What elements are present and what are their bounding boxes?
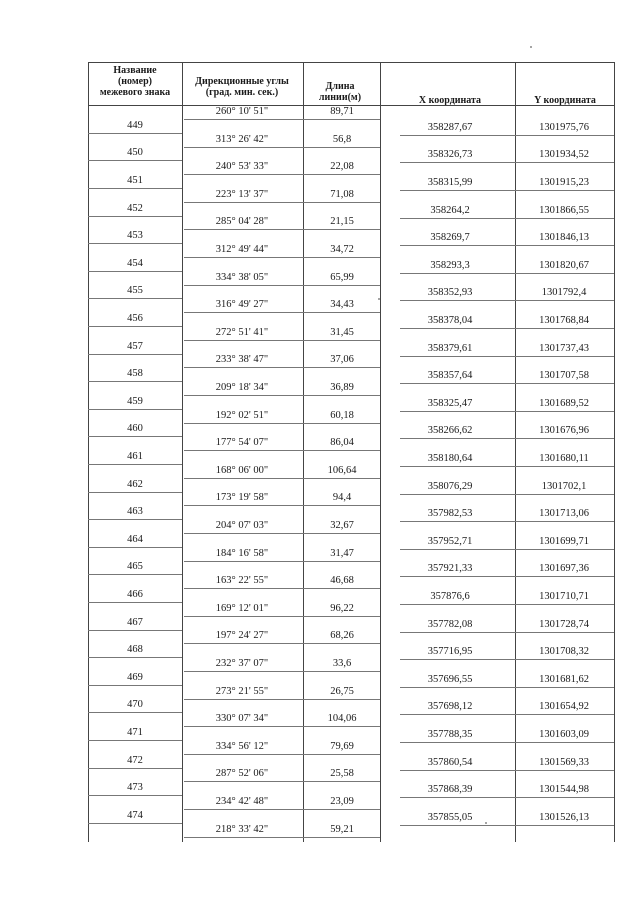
segment-angle: 273° 21' 55" [215, 685, 269, 697]
coordinate-underline [400, 356, 614, 357]
segment-length: 79,69 [330, 740, 354, 752]
row-separator [88, 768, 182, 769]
point-x-coordinate: 357716,95 [427, 646, 473, 658]
table-top-border [88, 62, 614, 63]
segment-angle: 173° 19' 58" [215, 492, 269, 504]
segment-angle: 312° 49' 44" [215, 244, 269, 255]
point-name: 451 [127, 175, 143, 186]
coordinate-underline [400, 549, 614, 550]
header-dir-line1: Дирекционные углы [195, 76, 289, 87]
segment-length: 60,18 [330, 409, 354, 421]
point-x-coordinate: 358264,2 [430, 204, 470, 216]
point-name: 449 [127, 119, 143, 131]
segment-angle: 232° 37' 07" [215, 658, 269, 669]
row-separator [88, 574, 182, 575]
segment-length: 65,99 [330, 271, 354, 283]
point-y-coordinate: 1301702,1 [541, 480, 587, 492]
coordinate-underline [400, 438, 614, 439]
segment-underline [184, 285, 380, 286]
segment-length: 21,15 [330, 216, 354, 228]
row-separator [88, 133, 182, 134]
header-len-line1: Длина [325, 81, 355, 92]
row-separator [88, 740, 182, 741]
row-separator [88, 464, 182, 465]
point-y-coordinate: 1301676,96 [539, 425, 589, 437]
coordinate-underline [400, 411, 614, 412]
point-y-coordinate: 1301820,67 [539, 259, 589, 271]
point-x-coordinate: 358325,47 [427, 397, 473, 409]
row-separator [88, 436, 182, 437]
segment-underline [184, 478, 380, 479]
point-y-coordinate: 1301915,23 [539, 177, 589, 188]
point-x-coordinate: 357868,39 [427, 784, 473, 796]
point-y-coordinate: 1301707,58 [539, 370, 589, 382]
point-x-coordinate: 358315,99 [427, 177, 473, 188]
point-x-coordinate: 357952,71 [427, 535, 473, 547]
segment-length: 26,75 [330, 685, 354, 697]
point-name: 468 [127, 644, 143, 656]
point-x-coordinate: 358326,73 [427, 149, 473, 161]
segment-angle: 260° 10' 51" [215, 106, 269, 117]
point-name: 463 [127, 506, 143, 518]
point-x-coordinate: 358180,64 [427, 453, 473, 464]
coordinate-underline [400, 521, 614, 522]
point-y-coordinate: 1301603,09 [539, 729, 589, 740]
segment-length: 106,64 [327, 464, 357, 476]
row-separator [88, 381, 182, 382]
header-dir-line2: (град. мин. сек.) [205, 87, 279, 98]
point-x-coordinate: 357921,33 [427, 563, 473, 575]
row-separator [88, 602, 182, 603]
point-y-coordinate: 1301934,52 [539, 149, 589, 161]
segment-angle: 313° 26' 42" [215, 133, 269, 145]
header-len-line2: линии(м) [318, 92, 362, 103]
segment-angle: 169° 12' 01" [215, 602, 269, 614]
row-separator [88, 795, 182, 796]
coordinate-underline [400, 742, 614, 743]
segment-length: 104,06 [327, 713, 357, 725]
segment-angle: 209° 18' 34" [215, 382, 269, 393]
point-x-coordinate: 357782,08 [427, 618, 473, 630]
segment-angle: 184° 16' 58" [215, 547, 269, 559]
row-separator [88, 547, 182, 548]
segment-length: 71,08 [330, 188, 354, 200]
segment-length: 37,06 [330, 354, 354, 366]
header-name-line1: Название [113, 65, 157, 76]
point-name: 460 [127, 423, 143, 435]
segment-length: 68,26 [330, 630, 354, 642]
segment-angle: 177° 54' 07" [215, 437, 269, 449]
coordinate-underline [400, 825, 614, 826]
row-separator [88, 409, 182, 410]
segment-underline [184, 395, 380, 396]
header-boundary-mark-name [88, 65, 182, 98]
segment-angle: 223° 13' 37" [215, 188, 269, 200]
segment-length: 31,47 [330, 547, 354, 559]
segment-angle: 316° 49' 27" [215, 299, 269, 311]
row-separator [88, 685, 182, 686]
segment-underline [184, 616, 380, 617]
point-name: 472 [127, 754, 143, 766]
header-y-coordinate: Y координата [534, 95, 596, 106]
segment-length: 59,21 [330, 823, 354, 835]
point-x-coordinate: 358378,04 [427, 315, 473, 326]
point-y-coordinate: 1301846,13 [539, 232, 589, 244]
segment-angle: 168° 06' 00" [215, 464, 269, 476]
segment-angle: 197° 24' 27" [215, 630, 269, 642]
segment-underline [184, 533, 380, 534]
segment-underline [184, 699, 380, 700]
coordinate-underline [400, 218, 614, 219]
point-x-coordinate: 358293,3 [430, 259, 470, 271]
segment-length: 46,68 [330, 575, 354, 587]
segment-underline [184, 367, 380, 368]
point-y-coordinate: 1301697,36 [539, 563, 589, 575]
point-y-coordinate: 1301699,71 [539, 535, 589, 547]
point-name: 469 [127, 671, 143, 683]
segment-angle: 285° 04' 28" [215, 216, 269, 228]
coordinate-underline [400, 632, 614, 633]
row-separator [88, 298, 182, 299]
segment-angle: 163° 22' 55" [215, 575, 269, 587]
point-x-coordinate: 358357,64 [427, 370, 473, 382]
row-separator [88, 216, 182, 217]
point-name: 459 [127, 395, 143, 407]
segment-underline [184, 505, 380, 506]
point-name: 473 [127, 782, 143, 794]
point-y-coordinate: 1301713,06 [539, 508, 589, 520]
point-y-coordinate: 1301708,32 [539, 646, 589, 658]
segment-underline [184, 257, 380, 258]
header-name-line2: (номер) [117, 76, 153, 87]
point-name: 458 [127, 368, 143, 380]
point-x-coordinate: 358076,29 [427, 480, 473, 492]
point-x-coordinate: 357855,05 [427, 811, 473, 823]
segment-length: 36,89 [330, 382, 354, 393]
scan-speck [530, 46, 532, 48]
point-x-coordinate: 357876,6 [430, 591, 470, 602]
coordinate-underline [400, 135, 614, 136]
segment-underline [184, 809, 380, 810]
col-divider-dir-len [303, 62, 304, 842]
segment-angle: 234° 42' 48" [215, 796, 269, 807]
row-separator [88, 823, 182, 824]
point-name: 474 [127, 809, 143, 821]
segment-length: 25,58 [330, 768, 354, 780]
scan-speck [378, 298, 380, 300]
point-name: 471 [127, 727, 143, 738]
header-x-coordinate: X координата [418, 95, 482, 106]
coordinate-underline [400, 190, 614, 191]
point-x-coordinate: 357982,53 [427, 508, 473, 520]
segment-underline [184, 754, 380, 755]
segment-length: 34,43 [330, 299, 354, 311]
coordinate-underline [400, 576, 614, 577]
segment-angle: 330° 07' 34" [215, 713, 269, 725]
point-name: 464 [127, 533, 143, 545]
segment-underline [184, 588, 380, 589]
segment-length: 86,04 [330, 437, 354, 449]
segment-underline [184, 643, 380, 644]
header-name-line3: межевого знака [99, 87, 171, 98]
point-y-coordinate: 1301681,62 [539, 673, 589, 685]
coordinate-underline [400, 714, 614, 715]
point-name: 467 [127, 616, 143, 628]
point-name: 470 [127, 699, 143, 711]
segment-underline [184, 561, 380, 562]
segment-underline [184, 837, 380, 838]
coordinate-underline [400, 687, 614, 688]
segment-length: 32,67 [330, 520, 354, 531]
scan-speck [485, 822, 487, 824]
point-y-coordinate: 1301768,84 [539, 315, 589, 326]
segment-angle: 287° 52' 06" [215, 768, 269, 780]
segment-underline [184, 726, 380, 727]
row-separator [88, 188, 182, 189]
segment-length: 22,08 [330, 161, 354, 173]
coordinate-underline [400, 770, 614, 771]
point-name: 450 [127, 147, 143, 159]
point-name: 455 [127, 285, 143, 297]
point-x-coordinate: 358352,93 [427, 287, 473, 299]
segment-angle: 334° 56' 12" [215, 740, 269, 752]
segment-underline [184, 450, 380, 451]
segment-length: 31,45 [330, 326, 354, 338]
col-divider-name-dir [182, 62, 183, 842]
row-separator [88, 271, 182, 272]
point-y-coordinate: 1301866,55 [539, 204, 589, 216]
row-separator [88, 712, 182, 713]
point-name: 462 [127, 478, 143, 490]
row-separator [88, 519, 182, 520]
coordinate-underline [400, 659, 614, 660]
segment-angle: 218° 33' 42" [215, 823, 269, 835]
row-separator [88, 326, 182, 327]
point-y-coordinate: 1301975,76 [539, 121, 589, 133]
segment-length: 94,4 [332, 492, 352, 504]
row-separator [88, 657, 182, 658]
header-directional-angles [182, 76, 302, 98]
point-x-coordinate: 357698,12 [427, 701, 473, 713]
segment-length: 34,72 [330, 244, 354, 255]
point-y-coordinate: 1301792,4 [541, 287, 587, 299]
coordinate-underline [400, 328, 614, 329]
segment-underline [184, 229, 380, 230]
point-name: 456 [127, 313, 143, 324]
header-line-length [305, 81, 375, 103]
segment-underline [184, 671, 380, 672]
point-y-coordinate: 1301737,43 [539, 342, 589, 354]
point-y-coordinate: 1301689,52 [539, 397, 589, 409]
point-y-coordinate: 1301728,74 [539, 618, 589, 630]
row-separator [88, 630, 182, 631]
segment-underline [184, 147, 380, 148]
segment-angle: 334° 38' 05" [215, 271, 269, 283]
point-y-coordinate: 1301569,33 [539, 756, 589, 768]
coordinate-underline [400, 466, 614, 467]
segment-underline [184, 340, 380, 341]
point-x-coordinate: 358266,62 [427, 425, 473, 437]
segment-angle: 204° 07' 03" [215, 520, 269, 531]
segment-underline [184, 119, 380, 120]
point-y-coordinate: 1301654,92 [539, 701, 589, 713]
point-name: 454 [127, 257, 143, 269]
coordinate-underline [400, 273, 614, 274]
point-name: 452 [127, 202, 143, 214]
point-y-coordinate: 1301544,98 [539, 784, 589, 796]
point-name: 457 [127, 340, 143, 352]
point-y-coordinate: 1301680,11 [539, 453, 589, 464]
col-divider-len-x [380, 62, 381, 842]
segment-length: 89,71 [330, 106, 354, 117]
segment-length: 33,6 [332, 658, 352, 669]
coordinate-underline [400, 300, 614, 301]
segment-length: 23,09 [330, 796, 354, 807]
segment-length: 96,22 [330, 602, 354, 614]
point-name: 453 [127, 230, 143, 242]
segment-underline [184, 202, 380, 203]
segment-underline [184, 423, 380, 424]
row-separator [88, 243, 182, 244]
coordinate-underline [400, 797, 614, 798]
row-separator [88, 160, 182, 161]
point-name: 465 [127, 561, 143, 573]
point-x-coordinate: 357696,55 [427, 673, 473, 685]
coordinate-underline [400, 604, 614, 605]
coordinate-underline [400, 494, 614, 495]
coordinate-underline [400, 162, 614, 163]
segment-angle: 240° 53' 33" [215, 161, 269, 173]
segment-length: 56,8 [332, 133, 352, 145]
segment-underline [184, 781, 380, 782]
segment-underline [184, 312, 380, 313]
coordinate-underline [400, 245, 614, 246]
point-x-coordinate: 357788,35 [427, 729, 473, 740]
segment-angle: 233° 38' 47" [215, 354, 269, 366]
point-x-coordinate: 358287,67 [427, 121, 473, 133]
row-separator [88, 354, 182, 355]
point-name: 466 [127, 589, 143, 600]
point-x-coordinate: 358269,7 [430, 232, 470, 244]
point-y-coordinate: 1301526,13 [539, 811, 589, 823]
row-separator [88, 492, 182, 493]
coordinate-underline [400, 383, 614, 384]
point-name: 461 [127, 451, 143, 462]
point-x-coordinate: 357860,54 [427, 756, 473, 768]
point-x-coordinate: 358379,61 [427, 342, 473, 354]
segment-angle: 272° 51' 41" [215, 326, 269, 338]
segment-angle: 192° 02' 51" [215, 409, 269, 421]
point-y-coordinate: 1301710,71 [539, 591, 589, 602]
table-right-border [614, 62, 615, 842]
segment-underline [184, 174, 380, 175]
